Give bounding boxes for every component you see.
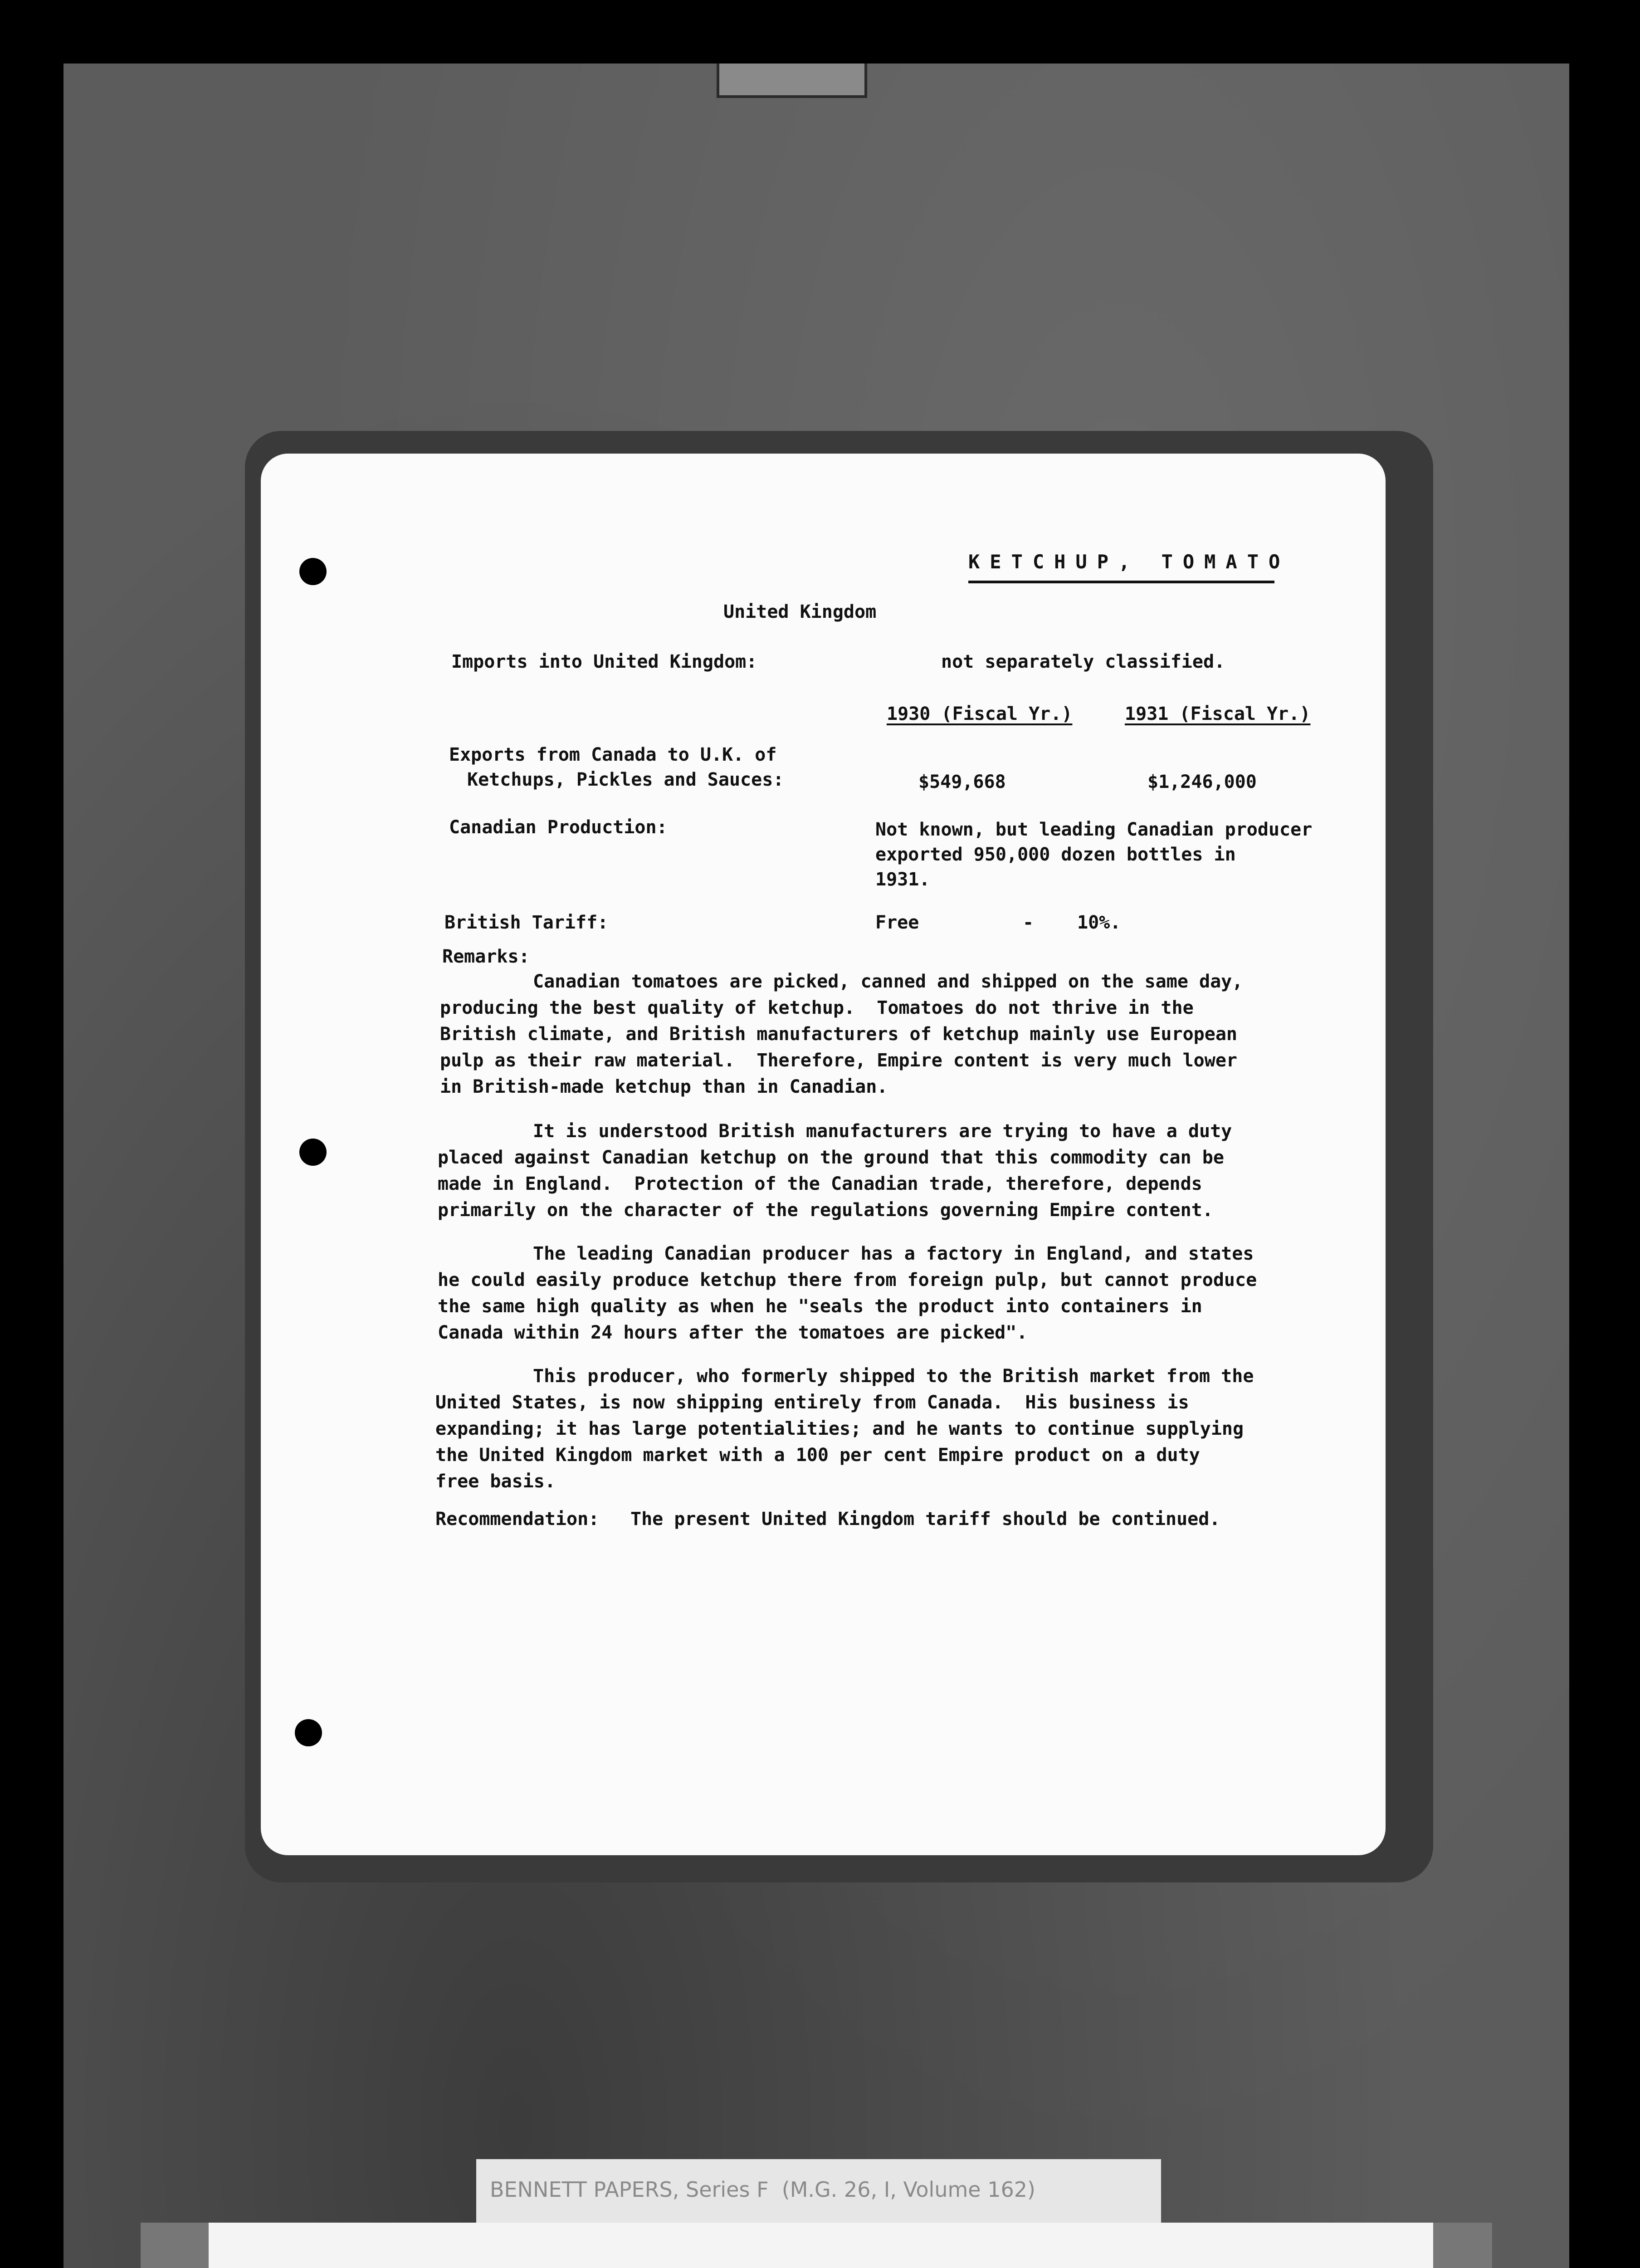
remarks-p2-line3: made in England. Protection of the Canadian trade, therefore, depends	[438, 1173, 1202, 1194]
recommendation-text: The present United Kingdom tariff should be continued.	[630, 1509, 1220, 1530]
punch-hole-bottom	[295, 1719, 322, 1746]
column-1931: 1931 (Fiscal Yr.)	[1125, 704, 1311, 724]
remarks-p3-line2: he could easily produce ketchup there from foreign pulp, but cannot produce	[438, 1270, 1257, 1290]
remarks-p1-line3: British climate, and British manufacturers of ketchup mainly use European	[440, 1024, 1237, 1045]
production-label: Canadian Production:	[449, 817, 668, 838]
document-sheet	[261, 454, 1386, 1855]
remarks-p3-line4: Canada within 24 hours after the tomatoes are picked".	[438, 1322, 1028, 1343]
tariff-rate: 10%.	[1077, 912, 1121, 933]
document-heading: KETCHUP, TOMATO	[968, 551, 1290, 573]
exports-label-line2: Ketchups, Pickles and Sauces:	[467, 769, 784, 790]
remarks-p4-line4: the United Kingdom market with a 100 per cent Empire product on a duty	[435, 1445, 1200, 1466]
exports-1930-value: $549,668	[918, 772, 1006, 792]
archive-card	[209, 2223, 1433, 2268]
production-line3: 1931.	[875, 869, 930, 890]
production-line2: exported 950,000 dozen bottles in	[875, 844, 1236, 865]
remarks-p1-line4: pulp as their raw material. Therefore, Empire content is very much lower	[440, 1050, 1237, 1071]
exports-label-line1: Exports from Canada to U.K. of	[449, 744, 777, 765]
tariff-label: British Tariff:	[444, 912, 609, 933]
reference-strip	[476, 2159, 1161, 2223]
heading-rule	[968, 581, 1274, 583]
punch-hole-top	[299, 558, 327, 585]
tariff-dash: -	[1023, 912, 1034, 933]
exports-1931-value: $1,246,000	[1147, 772, 1257, 792]
remarks-p1-line2: producing the best quality of ketchup. Tomatoes do not thrive in the	[440, 997, 1194, 1018]
recommendation-label: Recommendation:	[435, 1509, 600, 1530]
remarks-p2-line4: primarily on the character of the regulations governing Empire content.	[438, 1200, 1213, 1221]
column-1930: 1930 (Fiscal Yr.)	[887, 704, 1073, 724]
reference-text: BENNETT PAPERS, Series F (M.G. 26, I, Volume 162)	[490, 2177, 1035, 2202]
remarks-p1-line5: in British-made ketchup than in Canadian.	[440, 1076, 888, 1097]
remarks-p4-line5: free basis.	[435, 1471, 556, 1492]
remarks-p2-line1: It is understood British manufacturers are trying to have a duty	[533, 1121, 1232, 1142]
remarks-p3-line1: The leading Canadian producer has a factory in England, and states	[533, 1243, 1254, 1264]
remarks-p4-line2: United States, is now shipping entirely from Canada. His business is	[435, 1392, 1189, 1413]
remarks-label: Remarks:	[442, 946, 530, 967]
remarks-p3-line3: the same high quality as when he "seals the product into containers in	[438, 1296, 1202, 1317]
remarks-p1-line1: Canadian tomatoes are picked, canned and shipped on the same day,	[533, 971, 1243, 992]
imports-label: Imports into United Kingdom:	[451, 651, 757, 672]
remarks-p4-line3: expanding; it has large potentialities; and he wants to continue supplying	[435, 1418, 1244, 1439]
remarks-p2-line2: placed against Canadian ketchup on the ground that this commodity can be	[438, 1147, 1224, 1168]
imports-value: not separately classified.	[941, 651, 1225, 672]
country-title: United Kingdom	[723, 601, 877, 622]
production-line1: Not known, but leading Canadian producer	[875, 819, 1313, 840]
binder-clip	[717, 64, 867, 98]
remarks-p4-line1: This producer, who formerly shipped to the British market from the	[533, 1366, 1254, 1387]
punch-hole-middle	[299, 1139, 327, 1166]
tariff-free: Free	[875, 912, 919, 933]
